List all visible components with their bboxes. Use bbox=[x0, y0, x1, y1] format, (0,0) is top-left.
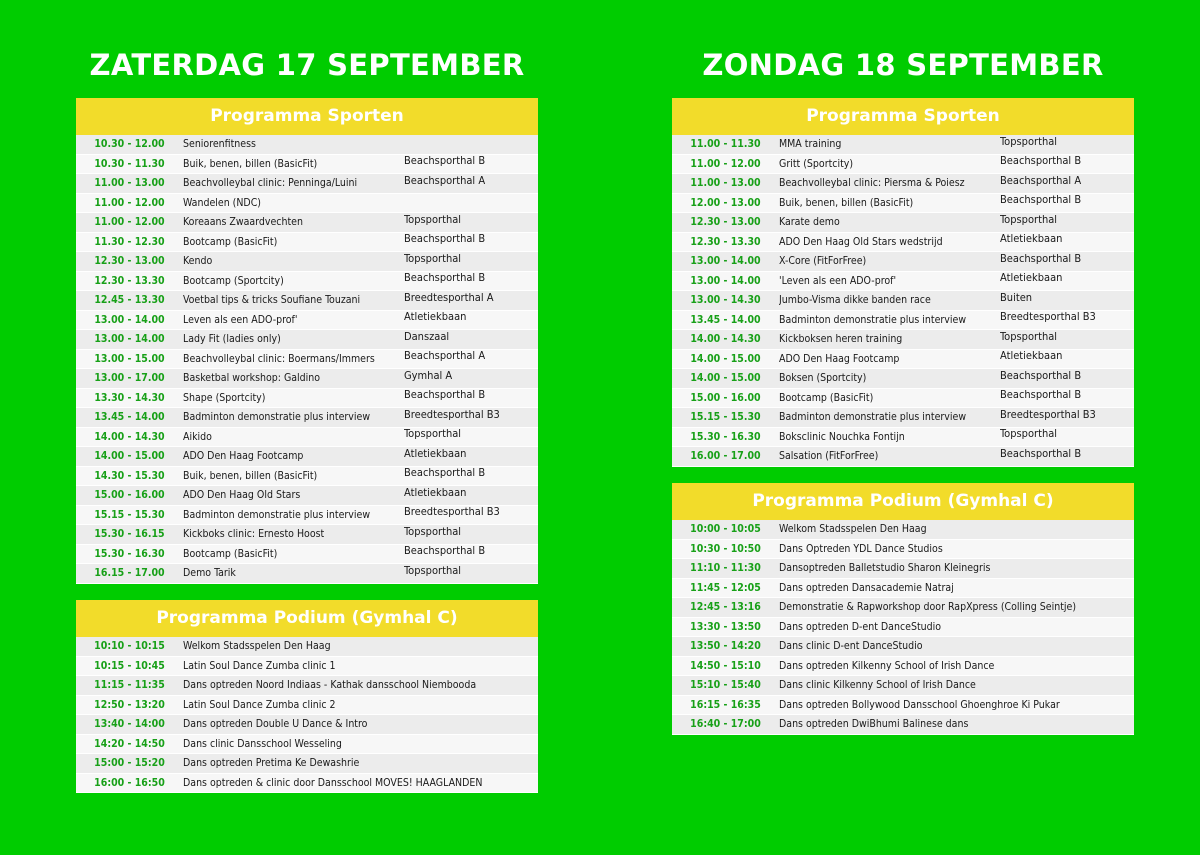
schedule-row bbox=[76, 564, 538, 584]
time-slot: 12.30 - 13.00 bbox=[690, 216, 761, 229]
schedule-row bbox=[76, 174, 538, 194]
schedule-row bbox=[672, 618, 1134, 638]
schedule-row bbox=[672, 213, 1134, 233]
activity-name: Dans optreden Bollywood Dansschool Ghoenghroe Ki Pukar bbox=[779, 698, 1060, 711]
activity-name: Welkom Stadsspelen Den Haag bbox=[183, 640, 331, 653]
location-name: Breedtesporthal B3 bbox=[404, 505, 500, 519]
time-slot: 15.30 - 16.30 bbox=[94, 547, 165, 560]
schedule-row bbox=[76, 155, 538, 175]
activity-name: Voetbal tips & tricks Soufiane Touzani bbox=[183, 294, 361, 307]
schedule-row bbox=[672, 330, 1134, 350]
time-slot: 11.00 - 13.00 bbox=[690, 177, 761, 190]
time-slot: 14.00 - 15.00 bbox=[94, 450, 165, 463]
time-slot: 13.00 - 14.00 bbox=[94, 333, 165, 346]
schedule-row bbox=[672, 696, 1134, 716]
time-slot: 16:40 - 17:00 bbox=[690, 718, 761, 731]
location-name: Topsporthal bbox=[1000, 427, 1058, 441]
day-title-sunday: ZONDAG 18 SEPTEMBER bbox=[702, 48, 1104, 82]
time-slot: 16:00 - 16:50 bbox=[94, 776, 165, 789]
time-slot: 14.00 - 15.00 bbox=[690, 352, 761, 365]
location-name: Breedtesporthal B3 bbox=[1000, 310, 1096, 324]
activity-name: X-Core (FitForFree) bbox=[779, 255, 867, 268]
activity-name: Beachvolleybal clinic: Boermans/Immers bbox=[183, 352, 375, 365]
schedule-row bbox=[672, 540, 1134, 560]
activity-name: Latin Soul Dance Zumba clinic 1 bbox=[183, 659, 336, 672]
time-slot: 13.30 - 14.30 bbox=[94, 391, 165, 404]
time-slot: 15:10 - 15:40 bbox=[690, 679, 761, 692]
activity-name: Lady Fit (ladies only) bbox=[183, 333, 281, 346]
activity-name: ADO Den Haag Old Stars wedstrijd bbox=[779, 235, 943, 248]
schedule-row bbox=[76, 467, 538, 487]
activity-name: Seniorenfitness bbox=[183, 138, 256, 151]
schedule-row bbox=[76, 252, 538, 272]
time-slot: 13.00 - 15.00 bbox=[94, 352, 165, 365]
activity-name: Dans optreden D-ent DanceStudio bbox=[779, 620, 942, 633]
activity-name: Boksclinic Nouchka Fontijn bbox=[779, 430, 905, 443]
location-name: Beachsporthal B bbox=[1000, 193, 1082, 207]
schedule-row bbox=[76, 135, 538, 155]
time-slot: 11.30 - 12.30 bbox=[94, 235, 165, 248]
activity-name: Demo Tarik bbox=[183, 567, 236, 580]
activity-name: Dans clinic D-ent DanceStudio bbox=[779, 640, 923, 653]
saturday-podium-schedule bbox=[76, 600, 538, 793]
location-name: Atletiekbaan bbox=[1000, 349, 1063, 363]
time-slot: 14:20 - 14:50 bbox=[94, 737, 165, 750]
schedule-header: Programma Podium (Gymhal C) bbox=[76, 600, 538, 637]
activity-name: ADO Den Haag Footcamp bbox=[183, 450, 304, 463]
location-name: Gymhal A bbox=[404, 368, 453, 382]
activity-name: Dans clinic Dansschool Wesseling bbox=[183, 737, 342, 750]
activity-name: Boksen (Sportcity) bbox=[779, 372, 867, 385]
schedule-row bbox=[672, 559, 1134, 579]
schedule-row bbox=[672, 155, 1134, 175]
schedule-row bbox=[76, 754, 538, 774]
schedule-row bbox=[672, 389, 1134, 409]
time-slot: 14:50 - 15:10 bbox=[690, 659, 761, 672]
time-slot: 11:15 - 11:35 bbox=[94, 679, 165, 692]
time-slot: 14.00 - 14.30 bbox=[94, 430, 165, 443]
time-slot: 12.30 - 13.30 bbox=[94, 274, 165, 287]
activity-name: Jumbo-Visma dikke banden race bbox=[779, 294, 931, 307]
activity-name: Shape (Sportcity) bbox=[183, 391, 266, 404]
saturday-sport-schedule bbox=[76, 98, 538, 584]
activity-name: Bootcamp (BasicFit) bbox=[183, 235, 278, 248]
time-slot: 11.00 - 11.30 bbox=[690, 138, 761, 151]
activity-name: Demonstratie & Rapworkshop door RapXpress (Colling Seintje) bbox=[779, 601, 1077, 614]
activity-name: Dans optreden Dansacademie Natraj bbox=[779, 581, 954, 594]
time-slot: 13.00 - 17.00 bbox=[94, 372, 165, 385]
location-name: Beachsporthal B bbox=[404, 271, 486, 285]
schedule-row bbox=[672, 252, 1134, 272]
schedule-row bbox=[76, 525, 538, 545]
schedule-row bbox=[76, 408, 538, 428]
time-slot: 12.45 - 13.30 bbox=[94, 294, 165, 307]
activity-name: ADO Den Haag Old Stars bbox=[183, 489, 301, 502]
schedule-row bbox=[672, 637, 1134, 657]
schedule-row bbox=[76, 291, 538, 311]
activity-name: Gritt (Sportcity) bbox=[779, 157, 854, 170]
schedule-row bbox=[672, 598, 1134, 618]
sunday-podium-schedule bbox=[672, 483, 1134, 735]
location-name: Beachsporthal B bbox=[1000, 251, 1082, 265]
time-slot: 13.00 - 14.30 bbox=[690, 294, 761, 307]
time-slot: 13.00 - 14.00 bbox=[690, 255, 761, 268]
time-slot: 10:00 - 10:05 bbox=[690, 523, 761, 536]
activity-name: Dansoptreden Balletstudio Sharon Kleinegris bbox=[779, 562, 991, 575]
location-name: Beachsporthal B bbox=[404, 154, 486, 168]
activity-name: Kickboksen heren training bbox=[779, 333, 903, 346]
schedule-row bbox=[76, 506, 538, 526]
activity-name: Salsation (FitForFree) bbox=[779, 450, 879, 463]
schedule-row bbox=[672, 135, 1134, 155]
day-title-saturday: ZATERDAG 17 SEPTEMBER bbox=[89, 48, 525, 82]
activity-name: Dans optreden & clinic door Dansschool MOVES! HAAGLANDEN bbox=[183, 776, 483, 789]
activity-name: Bootcamp (BasicFit) bbox=[183, 547, 278, 560]
activity-name: Badminton demonstratie plus interview bbox=[183, 411, 371, 424]
schedule-row bbox=[76, 486, 538, 506]
time-slot: 15.30 - 16.15 bbox=[94, 528, 165, 541]
time-slot: 15.15 - 15.30 bbox=[94, 508, 165, 521]
time-slot: 11:45 - 12:05 bbox=[690, 581, 761, 594]
location-name: Topsporthal bbox=[404, 251, 462, 265]
time-slot: 13:30 - 13:50 bbox=[690, 620, 761, 633]
schedule-rows bbox=[76, 135, 538, 584]
time-slot: 14.00 - 15.00 bbox=[690, 372, 761, 385]
time-slot: 10:10 - 10:15 bbox=[94, 640, 165, 653]
activity-name: Dans Optreden YDL Dance Studios bbox=[779, 542, 943, 555]
location-name: Topsporthal bbox=[404, 563, 462, 577]
sunday-sport-schedule bbox=[672, 98, 1134, 467]
schedule-row bbox=[672, 369, 1134, 389]
activity-name: Latin Soul Dance Zumba clinic 2 bbox=[183, 698, 336, 711]
location-name: Topsporthal bbox=[1000, 329, 1058, 343]
location-name: Atletiekbaan bbox=[1000, 271, 1063, 285]
schedule-rows bbox=[672, 520, 1134, 735]
activity-name: Badminton demonstratie plus interview bbox=[779, 411, 967, 424]
schedule-row bbox=[672, 291, 1134, 311]
time-slot: 13.00 - 14.00 bbox=[94, 313, 165, 326]
time-slot: 13.45 - 14.00 bbox=[94, 411, 165, 424]
time-slot: 16.15 - 17.00 bbox=[94, 567, 165, 580]
activity-name: Buik, benen, billen (BasicFit) bbox=[779, 196, 914, 209]
location-name: Beachsporthal A bbox=[404, 349, 486, 363]
time-slot: 16:15 - 16:35 bbox=[690, 698, 761, 711]
schedule-rows bbox=[672, 135, 1134, 467]
time-slot: 12.00 - 13.00 bbox=[690, 196, 761, 209]
activity-name: Bootcamp (Sportcity) bbox=[183, 274, 284, 287]
time-slot: 12:45 - 13:16 bbox=[690, 601, 761, 614]
schedule-row bbox=[76, 447, 538, 467]
time-slot: 12.30 - 13.30 bbox=[690, 235, 761, 248]
schedule-row bbox=[672, 715, 1134, 735]
activity-name: Welkom Stadsspelen Den Haag bbox=[779, 523, 927, 536]
time-slot: 11.00 - 12.00 bbox=[690, 157, 761, 170]
schedule-header: Programma Podium (Gymhal C) bbox=[672, 483, 1134, 520]
location-name: Breedtesporthal B3 bbox=[404, 407, 500, 421]
location-name: Atletiekbaan bbox=[1000, 232, 1063, 246]
activity-name: Basketbal workshop: Galdino bbox=[183, 372, 321, 385]
time-slot: 15.00 - 16.00 bbox=[94, 489, 165, 502]
location-name: Beachsporthal B bbox=[1000, 368, 1082, 382]
location-name: Topsporthal bbox=[404, 212, 462, 226]
location-name: Breedtesporthal A bbox=[404, 290, 494, 304]
activity-name: Dans optreden Pretima Ke Dewashrie bbox=[183, 757, 360, 770]
schedule-row bbox=[76, 657, 538, 677]
time-slot: 12.30 - 13.00 bbox=[94, 255, 165, 268]
time-slot: 10:30 - 10:50 bbox=[690, 542, 761, 555]
activity-name: Dans clinic Kilkenny School of Irish Dance bbox=[779, 679, 976, 692]
schedule-header: Programma Sporten bbox=[76, 98, 538, 135]
activity-name: Buik, benen, billen (BasicFit) bbox=[183, 469, 318, 482]
location-name: Topsporthal bbox=[1000, 134, 1058, 148]
location-name: Beachsporthal B bbox=[1000, 154, 1082, 168]
schedule-row bbox=[76, 545, 538, 565]
schedule-row bbox=[672, 657, 1134, 677]
time-slot: 13:40 - 14:00 bbox=[94, 718, 165, 731]
schedule-row bbox=[76, 428, 538, 448]
time-slot: 11.00 - 12.00 bbox=[94, 216, 165, 229]
location-name: Topsporthal bbox=[404, 524, 462, 538]
schedule-row bbox=[672, 174, 1134, 194]
activity-name: ADO Den Haag Footcamp bbox=[779, 352, 900, 365]
activity-name: MMA training bbox=[779, 138, 842, 151]
time-slot: 16.00 - 17.00 bbox=[690, 450, 761, 463]
location-name: Beachsporthal B bbox=[404, 466, 486, 480]
schedule-row bbox=[76, 696, 538, 716]
schedule-row bbox=[672, 311, 1134, 331]
activity-name: Leven als een ADO-prof' bbox=[183, 313, 298, 326]
schedule-row bbox=[672, 272, 1134, 292]
location-name: Beachsporthal A bbox=[1000, 173, 1082, 187]
location-name: Beachsporthal B bbox=[1000, 446, 1082, 460]
activity-name: Kendo bbox=[183, 255, 213, 268]
time-slot: 12:50 - 13:20 bbox=[94, 698, 165, 711]
schedule-row bbox=[76, 774, 538, 794]
activity-name: 'Leven als een ADO-prof' bbox=[779, 274, 897, 287]
schedule-row bbox=[76, 311, 538, 331]
time-slot: 15:00 - 15:20 bbox=[94, 757, 165, 770]
schedule-row bbox=[76, 194, 538, 214]
schedule-row bbox=[76, 350, 538, 370]
activity-name: Beachvolleybal clinic: Penninga/Luini bbox=[183, 177, 358, 190]
activity-name: Buik, benen, billen (BasicFit) bbox=[183, 157, 318, 170]
activity-name: Karate demo bbox=[779, 216, 840, 229]
time-slot: 10.30 - 11.30 bbox=[94, 157, 165, 170]
activity-name: Dans optreden Noord Indiaas - Kathak dansschool Niembooda bbox=[183, 679, 477, 692]
time-slot: 15.15 - 15.30 bbox=[690, 411, 761, 424]
activity-name: Dans optreden DwiBhumi Balinese dans bbox=[779, 718, 969, 731]
activity-name: Bootcamp (BasicFit) bbox=[779, 391, 874, 404]
activity-name: Koreaans Zwaardvechten bbox=[183, 216, 303, 229]
time-slot: 13.45 - 14.00 bbox=[690, 313, 761, 326]
location-name: Topsporthal bbox=[404, 427, 462, 441]
location-name: Atletiekbaan bbox=[404, 485, 467, 499]
location-name: Atletiekbaan bbox=[404, 446, 467, 460]
location-name: Danszaal bbox=[404, 329, 450, 343]
schedule-row bbox=[672, 194, 1134, 214]
location-name: Beachsporthal B bbox=[404, 232, 486, 246]
time-slot: 11.00 - 13.00 bbox=[94, 177, 165, 190]
location-name: Beachsporthal B bbox=[404, 544, 486, 558]
schedule-row bbox=[672, 428, 1134, 448]
time-slot: 13.00 - 14.00 bbox=[690, 274, 761, 287]
time-slot: 11.00 - 12.00 bbox=[94, 196, 165, 209]
location-name: Topsporthal bbox=[1000, 212, 1058, 226]
schedule-row bbox=[76, 213, 538, 233]
location-name: Breedtesporthal B3 bbox=[1000, 407, 1096, 421]
location-name: Atletiekbaan bbox=[404, 310, 467, 324]
activity-name: Badminton demonstratie plus interview bbox=[183, 508, 371, 521]
schedule-row bbox=[672, 676, 1134, 696]
schedule-row bbox=[672, 520, 1134, 540]
activity-name: Kickboks clinic: Ernesto Hoost bbox=[183, 528, 325, 541]
schedule-row bbox=[76, 676, 538, 696]
schedule-row bbox=[672, 350, 1134, 370]
activity-name: Dans optreden Double U Dance & Intro bbox=[183, 718, 368, 731]
activity-name: Aikido bbox=[183, 430, 212, 443]
schedule-row bbox=[76, 715, 538, 735]
schedule-header: Programma Sporten bbox=[672, 98, 1134, 135]
schedule-rows bbox=[76, 637, 538, 793]
location-name: Beachsporthal B bbox=[1000, 388, 1082, 402]
time-slot: 10.30 - 12.00 bbox=[94, 138, 165, 151]
time-slot: 14.00 - 14.30 bbox=[690, 333, 761, 346]
time-slot: 14.30 - 15.30 bbox=[94, 469, 165, 482]
schedule-row bbox=[672, 579, 1134, 599]
schedule-row bbox=[76, 330, 538, 350]
schedule-row bbox=[672, 233, 1134, 253]
time-slot: 15.00 - 16.00 bbox=[690, 391, 761, 404]
activity-name: Wandelen (NDC) bbox=[183, 196, 261, 209]
time-slot: 10:15 - 10:45 bbox=[94, 659, 165, 672]
location-name: Beachsporthal A bbox=[404, 173, 486, 187]
location-name: Buiten bbox=[1000, 290, 1033, 304]
schedule-row bbox=[672, 408, 1134, 428]
activity-name: Badminton demonstratie plus interview bbox=[779, 313, 967, 326]
schedule-row bbox=[672, 447, 1134, 467]
time-slot: 13:50 - 14:20 bbox=[690, 640, 761, 653]
activity-name: Beachvolleybal clinic: Piersma & Poiesz bbox=[779, 177, 965, 190]
schedule-row bbox=[76, 637, 538, 657]
activity-name: Dans optreden Kilkenny School of Irish Dance bbox=[779, 659, 995, 672]
schedule-row bbox=[76, 389, 538, 409]
location-name: Beachsporthal B bbox=[404, 388, 486, 402]
time-slot: 15.30 - 16.30 bbox=[690, 430, 761, 443]
schedule-row bbox=[76, 272, 538, 292]
time-slot: 11:10 - 11:30 bbox=[690, 562, 761, 575]
schedule-row bbox=[76, 369, 538, 389]
schedule-row bbox=[76, 735, 538, 755]
schedule-row bbox=[76, 233, 538, 253]
